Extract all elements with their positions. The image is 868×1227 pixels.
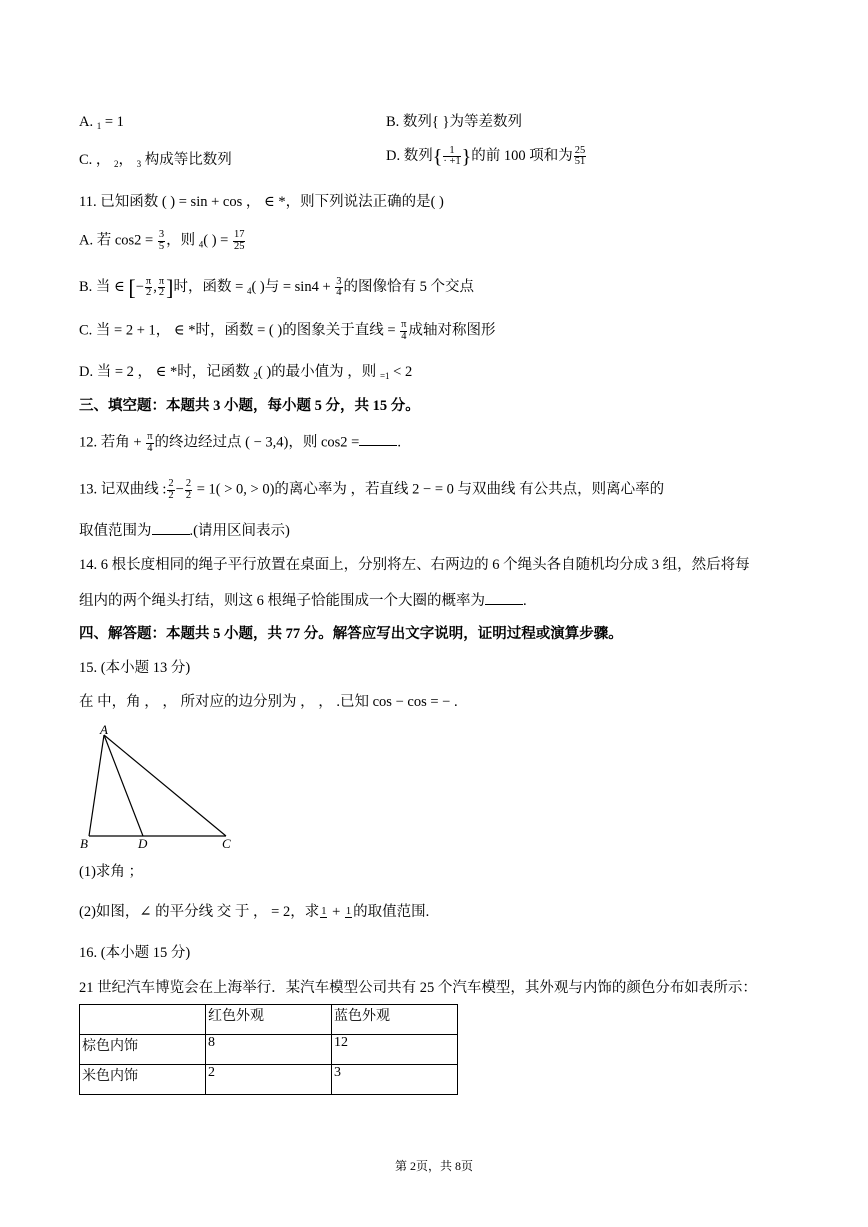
q15-part2: (2)如图，∠ 的平分线 交 于 ， = 2，求 1 + 1 的取值范围. [79,904,430,920]
page-footer: 第 2页，共 8页 [394,1159,473,1173]
color-distribution-table [79,1004,458,1095]
vertex-b-label: B [80,836,88,851]
table-row [80,1035,458,1065]
q16-stem: 21 世纪汽车博览会在上海举行．某汽车模型公司共有 25 个汽车模型，其外观与内饰的颜色分布如表所示： [79,980,757,996]
table-cell: 12 [332,1035,458,1065]
table-row [80,1065,458,1095]
section-solution-title: 四、解答题：本题共 5 小题，共 77 分。解答应写出文字说明，证明过程或演算步骤。 [79,626,623,642]
table-cell: 8 [206,1035,332,1065]
q11-option-a: A. 若 cos2 = $\frac{3}{5}$ ，则 $_4$( ) = $\frac{17}{25}$ [79,229,245,252]
triangle-figure [78,724,238,852]
q14-line1: 14. 6 根长度相同的绳子平行放置在桌面上，分别将左、右两边的 6 个绳头各自随机均分成 3 组，然后将每 [79,557,750,573]
q13-line2: 取值范围为 .(请用区间表示) [79,523,290,539]
q15-part1: (1)求角 ； [79,864,144,880]
q13-line1: 13. 记双曲线 : $\frac{2}{2}$ − $\frac{2}{2}$ = 1( > 0, > 0)的离心率为 ，若直线 2 − = 0 与双曲线 有公共点，则离心率的 [79,478,665,501]
table-cell [80,1005,206,1035]
q14-answer-blank [485,592,523,605]
q13-answer-blank [152,522,190,535]
q11-option-b: B. 当 ∈ [− $\frac{\pi}{2}$ , $\frac{\pi}{2}$ ]时，函数 = $_4$( )与 = sin4 + $\frac{3}{4}$ 的图像恰有 5 个交点 [79,275,474,300]
q11-option-c: C. 当 = 2 + 1， ∈ *时，函数 = ( )的图象关于直线 = $\frac{\pi}{4}$ 成轴对称图形 [79,319,496,342]
q11-option-d: D. 当 = 2 ， ∈ *时，记函数 $_2$( )的最小值为 ，则 $_{=1}$ < 2 [79,364,413,381]
q10-option-c: C. ， $_2$， $_3$ 构成等比数列 [79,152,232,169]
q14-line2: 组内的两个绳头打结，则这 6 根绳子恰能围成一个大圈的概率为 . [79,593,527,609]
q10-option-a: A. $_1$ = 1 [79,114,124,131]
q10-option-b: B. 数列{ }为等差数列 [386,114,522,130]
section-fill-in-title: 三、填空题：本题共 3 小题，每小题 5 分，共 15 分。 [79,398,420,414]
table-cell: 蓝色外观 [332,1005,458,1035]
q15-head: 15. (本小题 13 分) [79,660,191,676]
q16-head: 16. (本小题 15 分) [79,945,191,961]
table-cell: 棕色内饰 [80,1035,206,1065]
q12: 12. 若角 + $\frac{\pi}{4}$ 的终边经过点 ( − 3,4)，则 cos2 = . [79,431,401,454]
q15-stem: 在 中，角 ， ， 所对应的边分别为 ， ， .已知 cos − cos = − . [79,694,458,710]
q10-option-d: D. 数列{ $\frac{1}{\cdot +1}$ }的前 100 项和为 $\frac{25}{51}$ [386,144,586,168]
table-cell: 红色外观 [206,1005,332,1035]
table-row [80,1005,458,1035]
vertex-c-label: C [222,836,231,851]
q11-stem: 11. 已知函数 ( ) = sin + cos ， ∈ *，则下列说法正确的是( ) [79,194,444,210]
table-cell: 3 [332,1065,458,1095]
vertex-a-label: A [100,724,108,737]
q12-answer-blank [359,433,397,446]
point-d-label: D [138,836,148,851]
table-cell: 米色内饰 [80,1065,206,1095]
table-cell: 2 [206,1065,332,1095]
